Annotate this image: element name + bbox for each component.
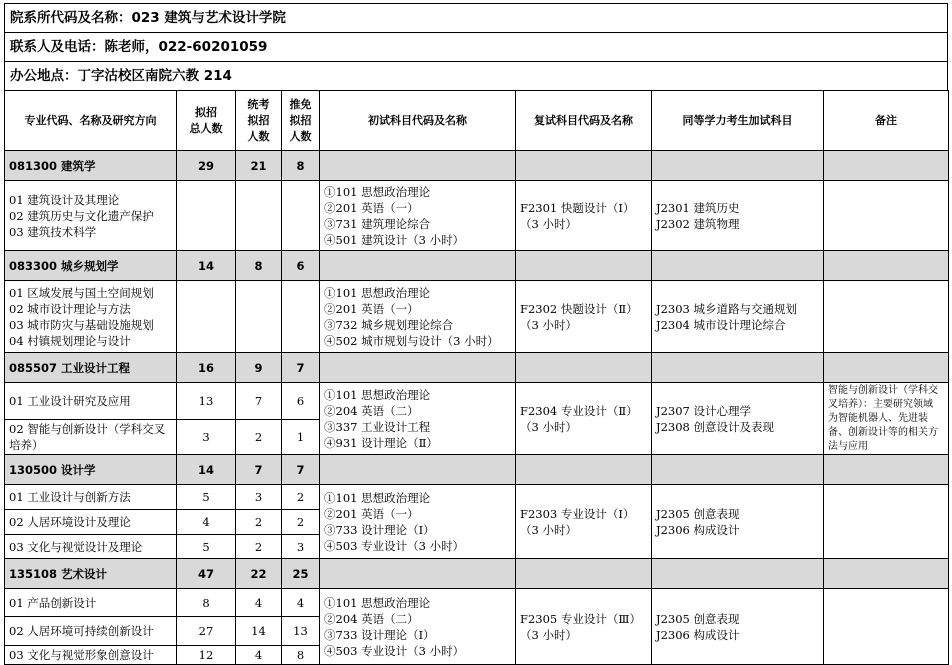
major-exam: 8	[236, 251, 282, 281]
direction-total: 5	[177, 535, 236, 559]
direction-exam: 7	[236, 383, 282, 420]
major-total: 16	[177, 353, 236, 383]
prelim-subjects: ①101 思想政治理论 ②201 英语（一） ③731 建筑理论综合 ④501 建筑设计（3 小时）	[320, 181, 516, 251]
direction-exempt: 2	[282, 510, 320, 535]
empty-cell	[516, 151, 652, 181]
contact-line: 联系人及电话：陈老师，022-60201059	[4, 32, 948, 61]
extra-subjects: J2307 设计心理学 J2308 创意设计及表现	[652, 383, 824, 455]
empty-cell	[320, 353, 516, 383]
major-exempt: 8	[282, 151, 320, 181]
direction-exempt: 8	[282, 646, 320, 665]
empty-cell	[236, 181, 282, 251]
retest-subjects: F2302 快题设计（Ⅱ） （3 小时）	[516, 281, 652, 353]
extra-subjects: J2305 创意表现 J2306 构成设计	[652, 589, 824, 665]
major-total: 29	[177, 151, 236, 181]
empty-cell	[824, 151, 949, 181]
direction-total: 5	[177, 485, 236, 510]
major-row	[5, 251, 949, 281]
major-row	[5, 455, 949, 485]
remark-cell	[824, 589, 949, 665]
direction-name: 01 工业设计与创新方法	[5, 485, 177, 510]
prelim-subjects: ①101 思想政治理论 ②201 英语（一） ③733 设计理论（Ⅰ） ④503 专业设计（3 小时）	[320, 485, 516, 559]
remark-cell	[824, 281, 949, 353]
direction-name: 02 人居环境设计及理论	[5, 510, 177, 535]
direction-list: 01 建筑设计及其理论 02 建筑历史与文化遗产保护 03 建筑技术科学	[5, 181, 177, 251]
col-exam: 统考 拟招 人数	[236, 91, 282, 151]
empty-cell	[824, 251, 949, 281]
direction-exempt: 13	[282, 617, 320, 646]
major-row	[5, 151, 949, 181]
direction-name: 01 工业设计研究及应用	[5, 383, 177, 420]
col-extra: 同等学力考生加试科目	[652, 91, 824, 151]
prelim-subjects: ①101 思想政治理论 ②204 英语（二） ③733 设计理论（Ⅰ） ④503 专业设计（3 小时）	[320, 589, 516, 665]
empty-cell	[320, 151, 516, 181]
direction-exam: 2	[236, 510, 282, 535]
prelim-subjects: ①101 思想政治理论 ②204 英语（二） ③337 工业设计工程 ④931 设计理论（Ⅱ）	[320, 383, 516, 455]
empty-cell	[282, 181, 320, 251]
office-line: 办公地点：丁字沽校区南院六教 214	[4, 61, 948, 90]
direction-row	[5, 485, 949, 510]
direction-exempt: 2	[282, 485, 320, 510]
empty-cell	[177, 281, 236, 353]
direction-total: 12	[177, 646, 236, 665]
col-major: 专业代码、名称及研究方向	[5, 91, 177, 151]
header-row	[5, 91, 949, 151]
direction-exam: 4	[236, 646, 282, 665]
remark-cell	[824, 485, 949, 559]
empty-cell	[652, 455, 824, 485]
major-name: 083300 城乡规划学	[5, 251, 177, 281]
direction-exempt: 6	[282, 383, 320, 420]
empty-cell	[516, 251, 652, 281]
retest-subjects: F2305 专业设计（Ⅲ） （3 小时）	[516, 589, 652, 665]
direction-exam: 2	[236, 535, 282, 559]
col-prelim: 初试科目代码及名称	[320, 91, 516, 151]
empty-cell	[652, 151, 824, 181]
direction-exempt: 1	[282, 419, 320, 454]
prelim-subjects: ①101 思想政治理论 ②201 英语（一） ③732 城乡规划理论综合 ④502 城市规划与设计（3 小时）	[320, 281, 516, 353]
col-retest: 复试科目代码及名称	[516, 91, 652, 151]
retest-subjects: F2301 快题设计（Ⅰ） （3 小时）	[516, 181, 652, 251]
empty-cell	[177, 181, 236, 251]
empty-cell	[824, 353, 949, 383]
direction-row	[5, 181, 949, 251]
extra-subjects: J2301 建筑历史 J2302 建筑物理	[652, 181, 824, 251]
col-total: 拟招 总人数	[177, 91, 236, 151]
major-total: 14	[177, 455, 236, 485]
direction-name: 02 人居环境可持续创新设计	[5, 617, 177, 646]
empty-cell	[824, 455, 949, 485]
direction-name: 01 产品创新设计	[5, 589, 177, 617]
direction-name: 02 智能与创新设计（学科交叉培养）	[5, 419, 177, 454]
retest-subjects: F2304 专业设计（Ⅱ） （3 小时）	[516, 383, 652, 455]
direction-name: 03 文化与视觉形象创意设计	[5, 646, 177, 665]
direction-total: 27	[177, 617, 236, 646]
major-row	[5, 559, 949, 589]
empty-cell	[824, 559, 949, 589]
empty-cell	[516, 559, 652, 589]
col-remark: 备注	[824, 91, 949, 151]
direction-exam: 4	[236, 589, 282, 617]
empty-cell	[516, 455, 652, 485]
empty-cell	[516, 353, 652, 383]
direction-row	[5, 383, 949, 420]
empty-cell	[236, 281, 282, 353]
direction-row	[5, 281, 949, 353]
empty-cell	[320, 455, 516, 485]
major-exam: 22	[236, 559, 282, 589]
major-row	[5, 353, 949, 383]
major-name: 085507 工业设计工程	[5, 353, 177, 383]
direction-exam: 3	[236, 485, 282, 510]
major-exempt: 25	[282, 559, 320, 589]
major-exam: 9	[236, 353, 282, 383]
empty-cell	[652, 353, 824, 383]
remark-cell: 智能与创新设计（学科交 叉培养）：主要研究领域 为智能机器人、先进装 备、创新设计等的相关方 法与应用	[824, 383, 949, 455]
admissions-table	[4, 90, 949, 665]
empty-cell	[320, 559, 516, 589]
department-title: 院系所代码及名称：023 建筑与艺术设计学院	[4, 3, 948, 32]
major-exam: 21	[236, 151, 282, 181]
direction-exam: 2	[236, 419, 282, 454]
direction-row	[5, 589, 949, 617]
empty-cell	[652, 251, 824, 281]
direction-exempt: 4	[282, 589, 320, 617]
empty-cell	[282, 281, 320, 353]
major-name: 081300 建筑学	[5, 151, 177, 181]
major-total: 14	[177, 251, 236, 281]
direction-total: 8	[177, 589, 236, 617]
direction-exam: 14	[236, 617, 282, 646]
major-exempt: 7	[282, 455, 320, 485]
major-total: 47	[177, 559, 236, 589]
direction-exempt: 3	[282, 535, 320, 559]
col-exempt: 推免 拟招 人数	[282, 91, 320, 151]
direction-name: 03 文化与视觉设计及理论	[5, 535, 177, 559]
extra-subjects: J2303 城乡道路与交通规划 J2304 城市设计理论综合	[652, 281, 824, 353]
empty-cell	[652, 559, 824, 589]
major-exempt: 7	[282, 353, 320, 383]
major-exam: 7	[236, 455, 282, 485]
direction-total: 4	[177, 510, 236, 535]
direction-total: 3	[177, 419, 236, 454]
empty-cell	[320, 251, 516, 281]
extra-subjects: J2305 创意表现 J2306 构成设计	[652, 485, 824, 559]
direction-total: 13	[177, 383, 236, 420]
remark-cell	[824, 181, 949, 251]
major-exempt: 6	[282, 251, 320, 281]
major-name: 130500 设计学	[5, 455, 177, 485]
retest-subjects: F2303 专业设计（Ⅰ） （3 小时）	[516, 485, 652, 559]
major-name: 135108 艺术设计	[5, 559, 177, 589]
direction-list: 01 区域发展与国土空间规划 02 城市设计理论与方法 03 城市防灾与基础设施规划 04 村镇规划理论与设计	[5, 281, 177, 353]
